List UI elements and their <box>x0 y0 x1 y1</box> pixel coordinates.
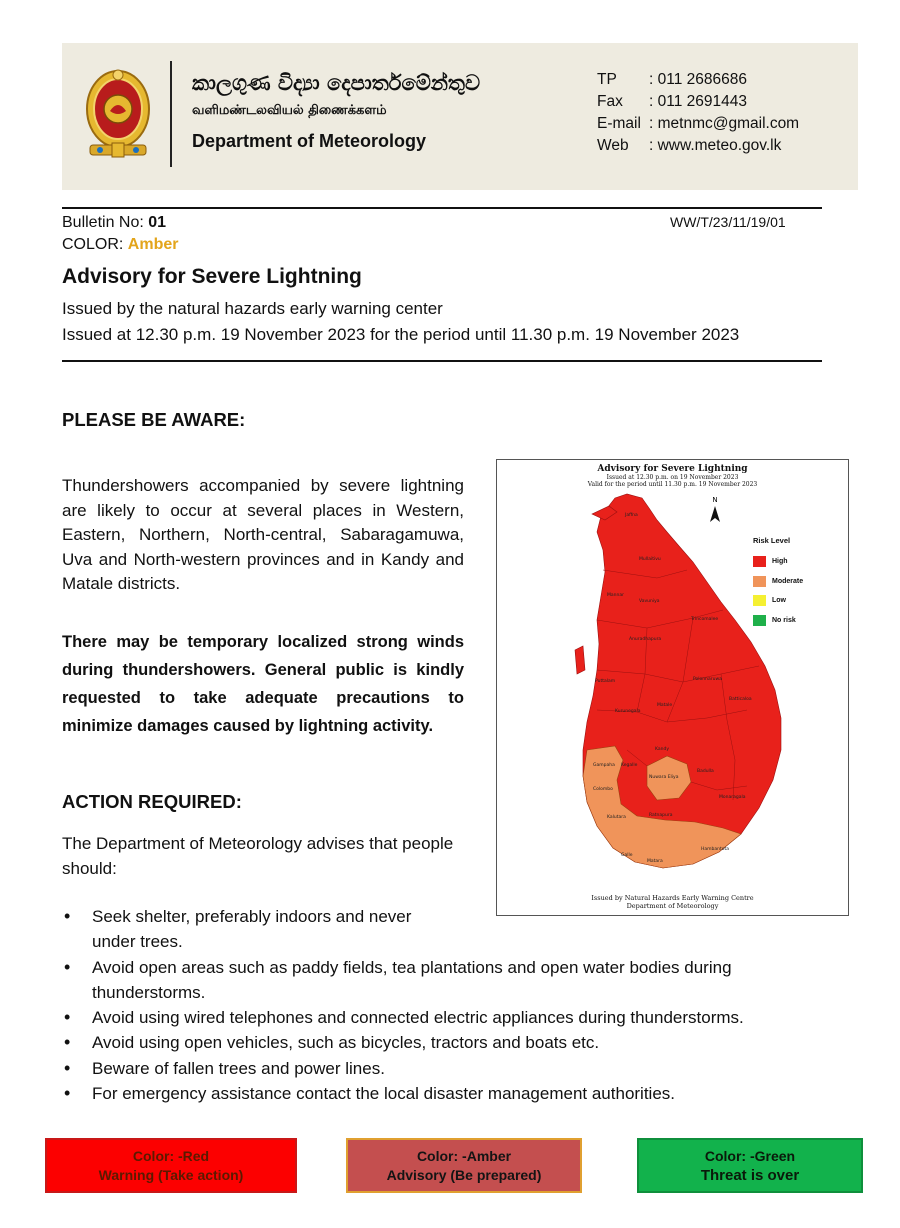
svg-text:Matara: Matara <box>647 859 663 864</box>
dept-name-tamil: வளிமண்டலவியல் திணைக்களம் <box>192 103 387 118</box>
dept-name-sinhala: කාලගුණ විද්‍යා දෙපාර්තමේන්තුව <box>192 71 481 95</box>
bulletin-number <box>62 212 178 234</box>
contact-value[interactable]: : metnmc@gmail.com <box>649 115 800 132</box>
svg-text:Galle: Galle <box>621 853 633 858</box>
svg-text:Ratnapura: Ratnapura <box>649 813 673 818</box>
action-heading: ACTION REQUIRED: <box>62 791 242 812</box>
legend-label: No risk <box>772 616 796 624</box>
legend-item-high <box>753 552 803 572</box>
bulletin-color <box>62 234 178 256</box>
svg-text:Puttalam: Puttalam <box>595 679 616 684</box>
bulletin-number-value: 01 <box>148 214 167 231</box>
map-subtitle-issued: Issued at 12.30 p.m. on 19 November 2023 <box>606 474 739 481</box>
list-item: • Beware of fallen trees and power lines. <box>62 1056 842 1081</box>
legend-swatch <box>753 556 766 567</box>
bulletin-number-label: Bulletin No: <box>62 214 149 231</box>
contact-key: TP <box>597 71 617 88</box>
risk-map <box>496 459 849 916</box>
map-subtitle-valid: Valid for the period until 11.30 p.m. 19 November 2023 <box>587 481 758 488</box>
svg-text:Polonnaruwa: Polonnaruwa <box>693 677 722 682</box>
svg-text:Kurunegala: Kurunegala <box>615 709 641 714</box>
color-key-green <box>637 1138 863 1193</box>
legend-label: Low <box>772 597 786 605</box>
svg-text:Matale: Matale <box>657 703 673 708</box>
legend-item-low <box>753 591 803 611</box>
contact-value[interactable]: : www.meteo.gov.lk <box>649 137 782 154</box>
list-item: • Avoid using wired telephones and connected electric appliances during thunderstorms. <box>62 1005 842 1030</box>
svg-text:Colombo: Colombo <box>593 787 613 792</box>
color-key-meaning: Advisory (Be prepared) <box>386 1166 542 1183</box>
action-list <box>62 904 842 1106</box>
color-key-label: Color: -Green <box>704 1147 796 1164</box>
aware-paragraph: Thundershowers accompanied by severe lightning are likely to occur at several places in Western, Eastern, Northern, North-central, Sabaragamuwa, Uva and North-western provinces and in Kandy and Matale districts. <box>62 476 464 593</box>
dept-name-english: Department of Meteorology <box>192 131 427 151</box>
svg-text:Kegalle: Kegalle <box>621 763 638 768</box>
color-key-red <box>45 1138 297 1193</box>
list-item: • Avoid open areas such as paddy fields, tea plantations and open water bodies during thunderstorms. <box>62 955 782 1006</box>
legend-swatch <box>753 595 766 606</box>
color-key-label: Color: -Amber <box>416 1147 512 1164</box>
department-names <box>192 69 480 155</box>
contact-row-tp <box>597 69 799 91</box>
header-divider <box>170 61 172 167</box>
svg-text:Vavuniya: Vavuniya <box>639 599 660 604</box>
contact-row-web <box>597 135 799 157</box>
aware-bold-paragraph: There may be temporary localized strong winds during thundershowers. General public is kindly requested to take adequate precautions to minimize damages caused by lightning activity. <box>62 633 464 735</box>
legend-label: Moderate <box>772 577 804 585</box>
contact-row-fax <box>597 91 799 113</box>
top-rule <box>62 207 822 209</box>
legend-swatch <box>753 576 766 587</box>
legend-item-moderate <box>753 572 803 592</box>
contact-key: Web <box>597 137 629 154</box>
aware-heading: PLEASE BE AWARE: <box>62 409 246 430</box>
svg-text:Hambantota: Hambantota <box>701 847 730 852</box>
contact-value: : 011 2686686 <box>649 71 747 88</box>
contact-details <box>597 69 799 157</box>
legend-item-no-risk <box>753 611 803 631</box>
bulletin-color-value: Amber <box>127 236 179 253</box>
svg-text:Kandy: Kandy <box>655 747 670 752</box>
list-item: • Seek shelter, preferably indoors and never under trees. <box>62 904 442 955</box>
svg-text:Monaragala: Monaragala <box>719 795 746 800</box>
issued-at: Issued at 12.30 p.m. 19 November 2023 for the period until 11.30 p.m. 19 November 2023 <box>62 325 740 344</box>
color-key-label: Color: -Red <box>132 1147 210 1164</box>
contact-value: : 011 2691443 <box>649 93 747 110</box>
contact-row-email <box>597 113 799 135</box>
bulletin-meta <box>62 212 178 256</box>
bulletin-color-label: COLOR: <box>62 236 128 253</box>
svg-text:Anuradhapura: Anuradhapura <box>629 637 662 642</box>
svg-text:Mullaitivu: Mullaitivu <box>639 557 661 562</box>
svg-text:Jaffna: Jaffna <box>625 513 638 518</box>
map-footer-issuer: Issued by Natural Hazards Early Warning Centre <box>591 894 754 902</box>
contact-key: Fax <box>597 93 623 110</box>
list-item: • For emergency assistance contact the local disaster management authorities. <box>62 1081 842 1106</box>
map-footer-dept: Department of Meteorology <box>626 902 719 910</box>
bottom-rule <box>62 360 822 362</box>
contact-key: E-mail <box>597 115 641 132</box>
action-intro: The Department of Meteorology advises that people should: <box>62 834 454 878</box>
list-item: • Avoid using open vehicles, such as bicycles, tractors and boats etc. <box>62 1030 842 1055</box>
issue-info <box>62 296 739 348</box>
issued-by: Issued by the natural hazards early warning center <box>62 299 443 318</box>
color-key-amber <box>346 1138 582 1193</box>
map-legend <box>753 536 803 630</box>
svg-text:Kalutara: Kalutara <box>607 815 626 820</box>
sri-lanka-map <box>497 460 850 917</box>
svg-text:Badulla: Badulla <box>697 769 714 774</box>
north-arrow-label: N <box>712 496 718 504</box>
north-arrow-icon <box>710 506 720 522</box>
sri-lanka-emblem-icon <box>82 65 154 161</box>
legend-swatch <box>753 615 766 626</box>
color-key-meaning: Threat is over <box>700 1166 800 1184</box>
color-key-meaning: Warning (Take action) <box>98 1166 244 1183</box>
svg-text:Batticaloa: Batticaloa <box>729 697 752 702</box>
svg-text:Trincomalee: Trincomalee <box>691 617 719 622</box>
legend-label: High <box>772 558 788 566</box>
letterhead <box>62 43 858 190</box>
legend-title: Risk Level <box>753 536 791 545</box>
advisory-title: Advisory for Severe Lightning <box>62 265 362 288</box>
map-title: Advisory for Severe Lightning <box>597 464 748 474</box>
bulletin-reference: WW/T/23/11/19/01 <box>670 214 786 230</box>
svg-text:Gampaha: Gampaha <box>593 763 615 768</box>
svg-text:Mannar: Mannar <box>607 593 624 598</box>
svg-text:Nuwara Eliya: Nuwara Eliya <box>649 775 679 780</box>
